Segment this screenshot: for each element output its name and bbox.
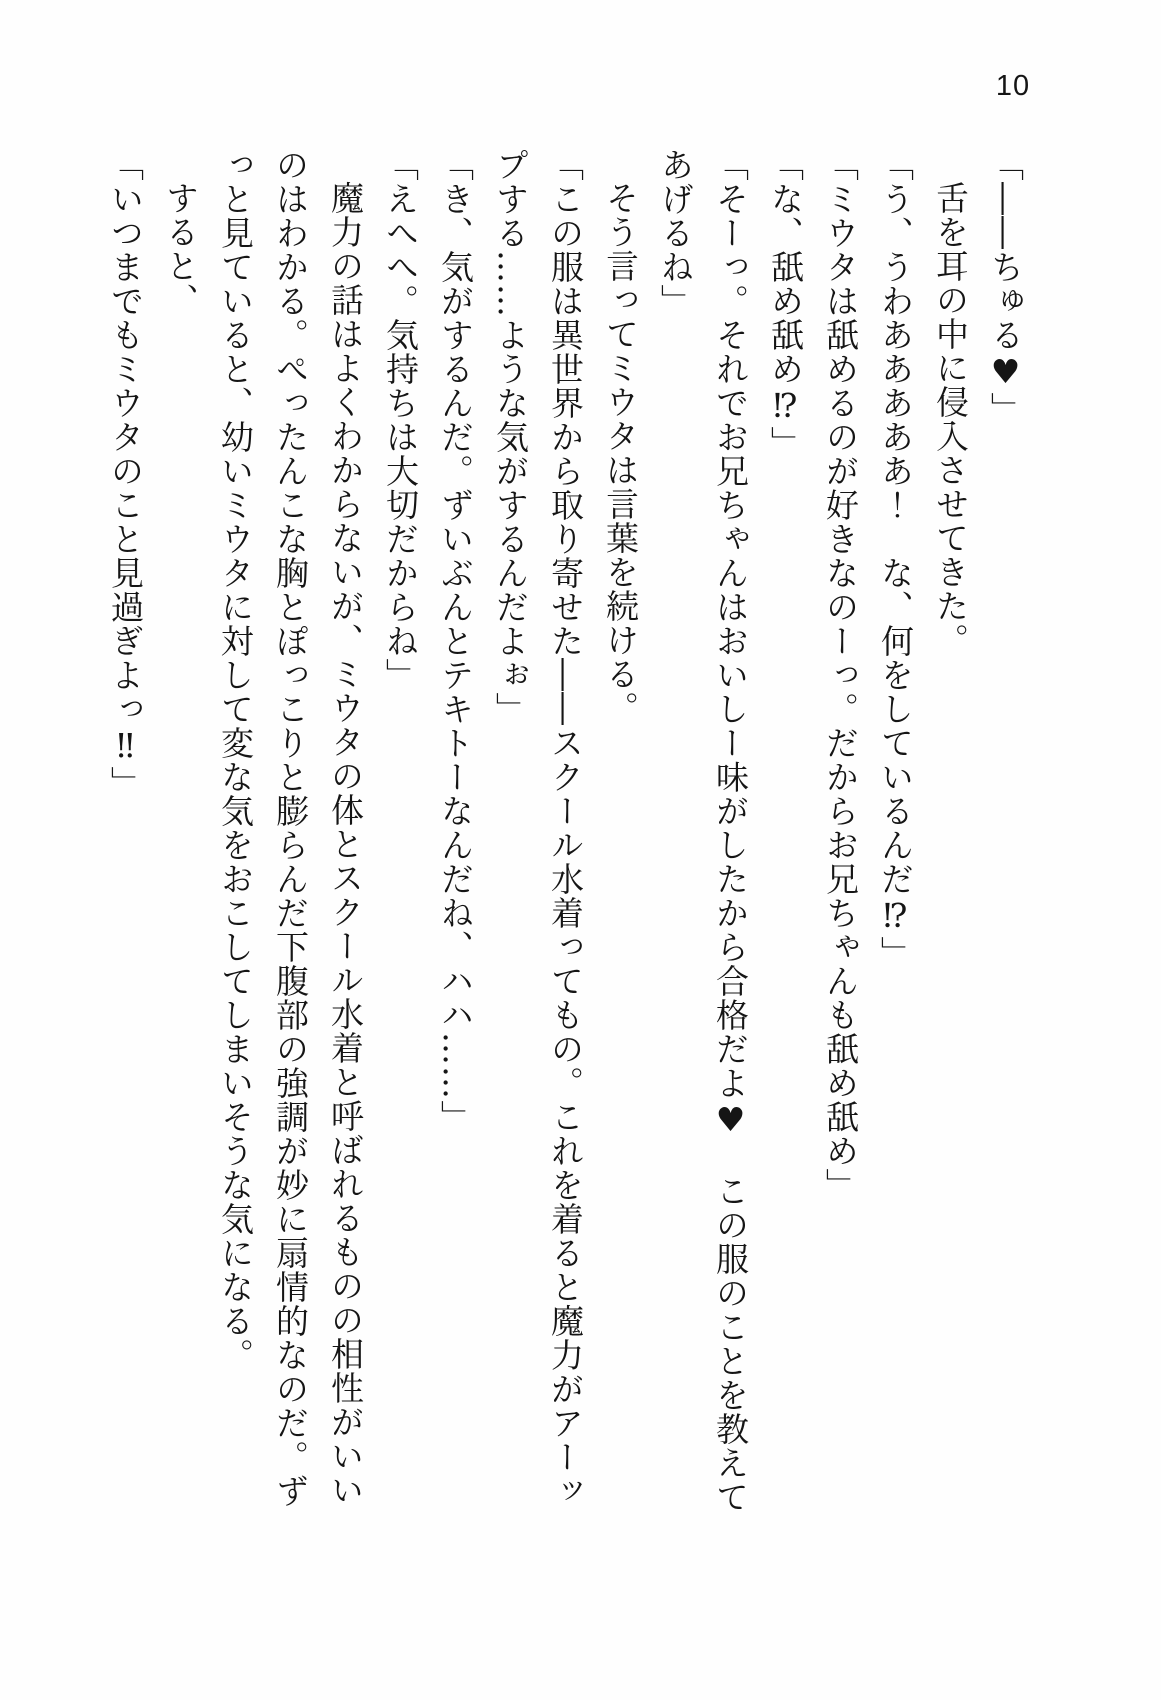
text-column: そう言ってミウタは言葉を続ける。 — [601, 181, 640, 725]
text-column: っと見ていると、幼いミウタに対して変な気をおこしてしまいそうな気になる。 — [216, 148, 255, 1372]
text-column: 魔力の話はよくわからないが、ミウタの体とスクール水着と呼ばれるものの相性がいい — [326, 181, 365, 1507]
text-column: 「き、気がするんだ。ずいぶんとテキトーなんだね、ハハ……」 — [436, 148, 475, 1134]
text-column: 「この服は異世界から取り寄せた――スクール水着ってもの。これを着ると魔力がアーッ — [546, 148, 585, 1508]
text-column: のはわかる。ぺったんこな胸とぽっこりと膨らんだ下腹部の強調が妙に扇情的なのだ。ず — [271, 148, 310, 1508]
text-column: 「な、舐め舐め⁉」 — [766, 148, 805, 460]
text-column: 「そーっ。それでお兄ちゃんはおいしー味がしたから合格だよ♥ この服のことを教えて — [711, 148, 750, 1514]
text-column: 舌を耳の中に侵入させてきた。 — [931, 181, 970, 657]
text-column: あげるね」 — [656, 148, 695, 318]
page-number: 10 — [995, 70, 1031, 102]
text-column: 「う、うわあああああ！ な、何をしているんだ⁉」 — [876, 148, 915, 970]
text-column: 「――ちゅる♥」 — [986, 148, 1025, 426]
text-column: すると、 — [161, 181, 200, 317]
text-column: 「えへへ。気持ちは大切だからね」 — [381, 148, 420, 692]
text-block — [98, 148, 1033, 1583]
text-column: 「ミウタは舐めるのが好きなのーっ。だからお兄ちゃんも舐め舐め」 — [821, 148, 860, 1202]
text-column: プする……ような気がするんだよぉ」 — [491, 148, 530, 726]
text-column: 「いつまでもミウタのこと見過ぎよっ‼」 — [106, 148, 145, 800]
